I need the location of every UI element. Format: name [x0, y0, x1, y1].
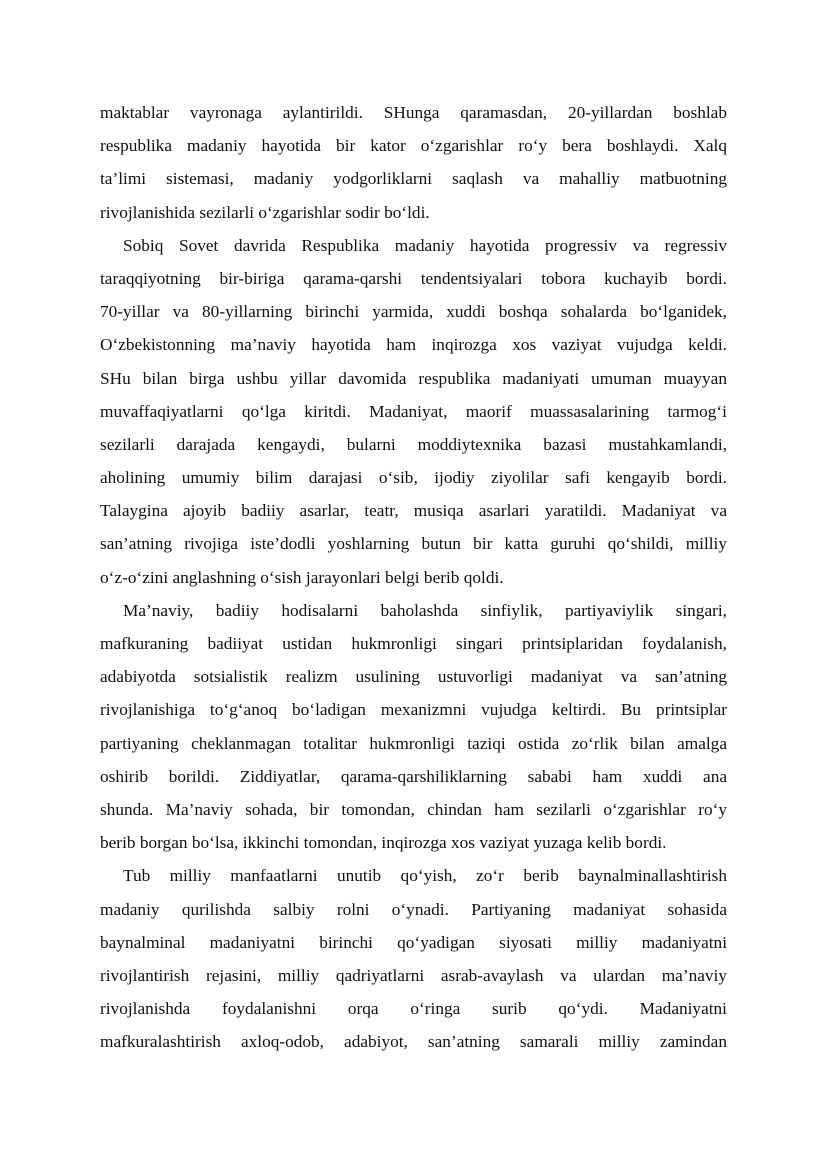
text-line: shunda. Ma’naviy sohada, bir tomondan, chindan ham sezilarli o‘zgarishlar ro‘y — [100, 799, 727, 819]
text-line: madaniy qurilishda salbiy rolni o‘ynadi. Partiyaning madaniyat sohasida — [100, 899, 727, 919]
text-line: adabiyotda sotsialistik realizm usulining ustuvorligi madaniyat va san’atning — [100, 667, 727, 687]
text-line: Talaygina ajoyib badiiy asarlar, teatr, musiqa asarlari yaratildi. Madaniyat va — [100, 501, 727, 521]
text-line: baynalminal madaniyatni birinchi qo‘yadigan siyosati milliy madaniyatni — [100, 932, 727, 952]
text-line: Tub milliy manfaatlarni unutib qo‘yish, zo‘r berib baynalminallashtirish — [123, 866, 727, 886]
text-line: partiyaning cheklanmagan totalitar hukmronligi taziqi ostida zo‘rlik bilan amalga — [100, 733, 727, 753]
text-line: O‘zbekistonning ma’naviy hayotida ham inqirozga xos vaziyat vujudga keldi. — [100, 335, 727, 355]
text-line: rivojlanishida sezilarli o‘zgarishlar sodir bo‘ldi. — [100, 202, 430, 222]
text-line: ta’limi sistemasi, madaniy yodgorliklarni saqlash va mahalliy matbuotning — [100, 169, 727, 189]
text-line: mafkuraning badiiyat ustidan hukmronligi singari printsiplaridan foydalanish, — [100, 634, 727, 653]
text-line: SHu bilan birga ushbu yillar davomida respublika madaniyati umuman muayyan — [100, 368, 727, 388]
text-line: mafkuralashtirish axloq-odob, adabiyot, san’atning samarali milliy zamindan — [100, 1032, 727, 1052]
text-line: Ma’naviy, badiiy hodisalarni baholashda sinfiylik, partiyaviylik singari, — [123, 600, 727, 620]
paragraph — [100, 859, 727, 1058]
text-line: taraqqiyotning bir-biriga qarama-qarshi tendentsiyalari tobora kuchayib bordi. — [100, 268, 727, 288]
text-line: o‘z-o‘zini anglashning o‘sish jarayonlari belgi berib qoldi. — [100, 567, 504, 587]
text-line: Sobiq Sovet davrida Respublika madaniy hayotida progressiv va regressiv — [123, 235, 727, 255]
body-text — [100, 96, 727, 1058]
text-line: rivojlantirish rejasini, milliy qadriyatlarni asrab-avaylash va ulardan ma’naviy — [100, 965, 727, 985]
text-line: sezilarli darajada kengaydi, bularni moddiytexnika bazasi mustahkamlandi, — [100, 434, 727, 454]
text-line: 70-yillar va 80-yillarning birinchi yarmida, xuddi boshqa sohalarda bo‘lganidek, — [100, 302, 727, 322]
text-line: maktablar vayronaga aylantirildi. SHunga qaramasdan, 20-yillardan boshlab — [100, 103, 727, 122]
paragraph — [100, 594, 727, 860]
text-line: respublika madaniy hayotida bir kator o‘zgarishlar ro‘y bera boshlaydi. Xalq — [100, 136, 727, 156]
text-line: muvaffaqiyatlarni qo‘lga kiritdi. Madaniyat, maorif muassasalarining tarmog‘i — [100, 401, 727, 421]
paragraph — [100, 96, 727, 229]
text-line: oshirib borildi. Ziddiyatlar, qarama-qarshiliklarning sababi ham xuddi ana — [100, 766, 727, 786]
text-line: berib borgan bo‘lsa, ikkinchi tomondan, inqirozga xos vaziyat yuzaga kelib bordi. — [100, 833, 667, 853]
paragraph — [100, 229, 727, 594]
text-line: rivojlanishiga to‘g‘anoq bo‘ladigan mexanizmni vujudga keltirdi. Bu printsiplar — [100, 700, 727, 720]
text-line: san’atning rivojiga iste’dodli yoshlarning butun bir katta guruhi qo‘shildi, milliy — [100, 534, 727, 554]
text-line: aholining umumiy bilim darajasi o‘sib, ijodiy ziyolilar safi kengayib bordi. — [100, 468, 727, 488]
text-line: rivojlanishda foydalanishni orqa o‘ringa surib qo‘ydi. Madaniyatni — [100, 999, 727, 1019]
